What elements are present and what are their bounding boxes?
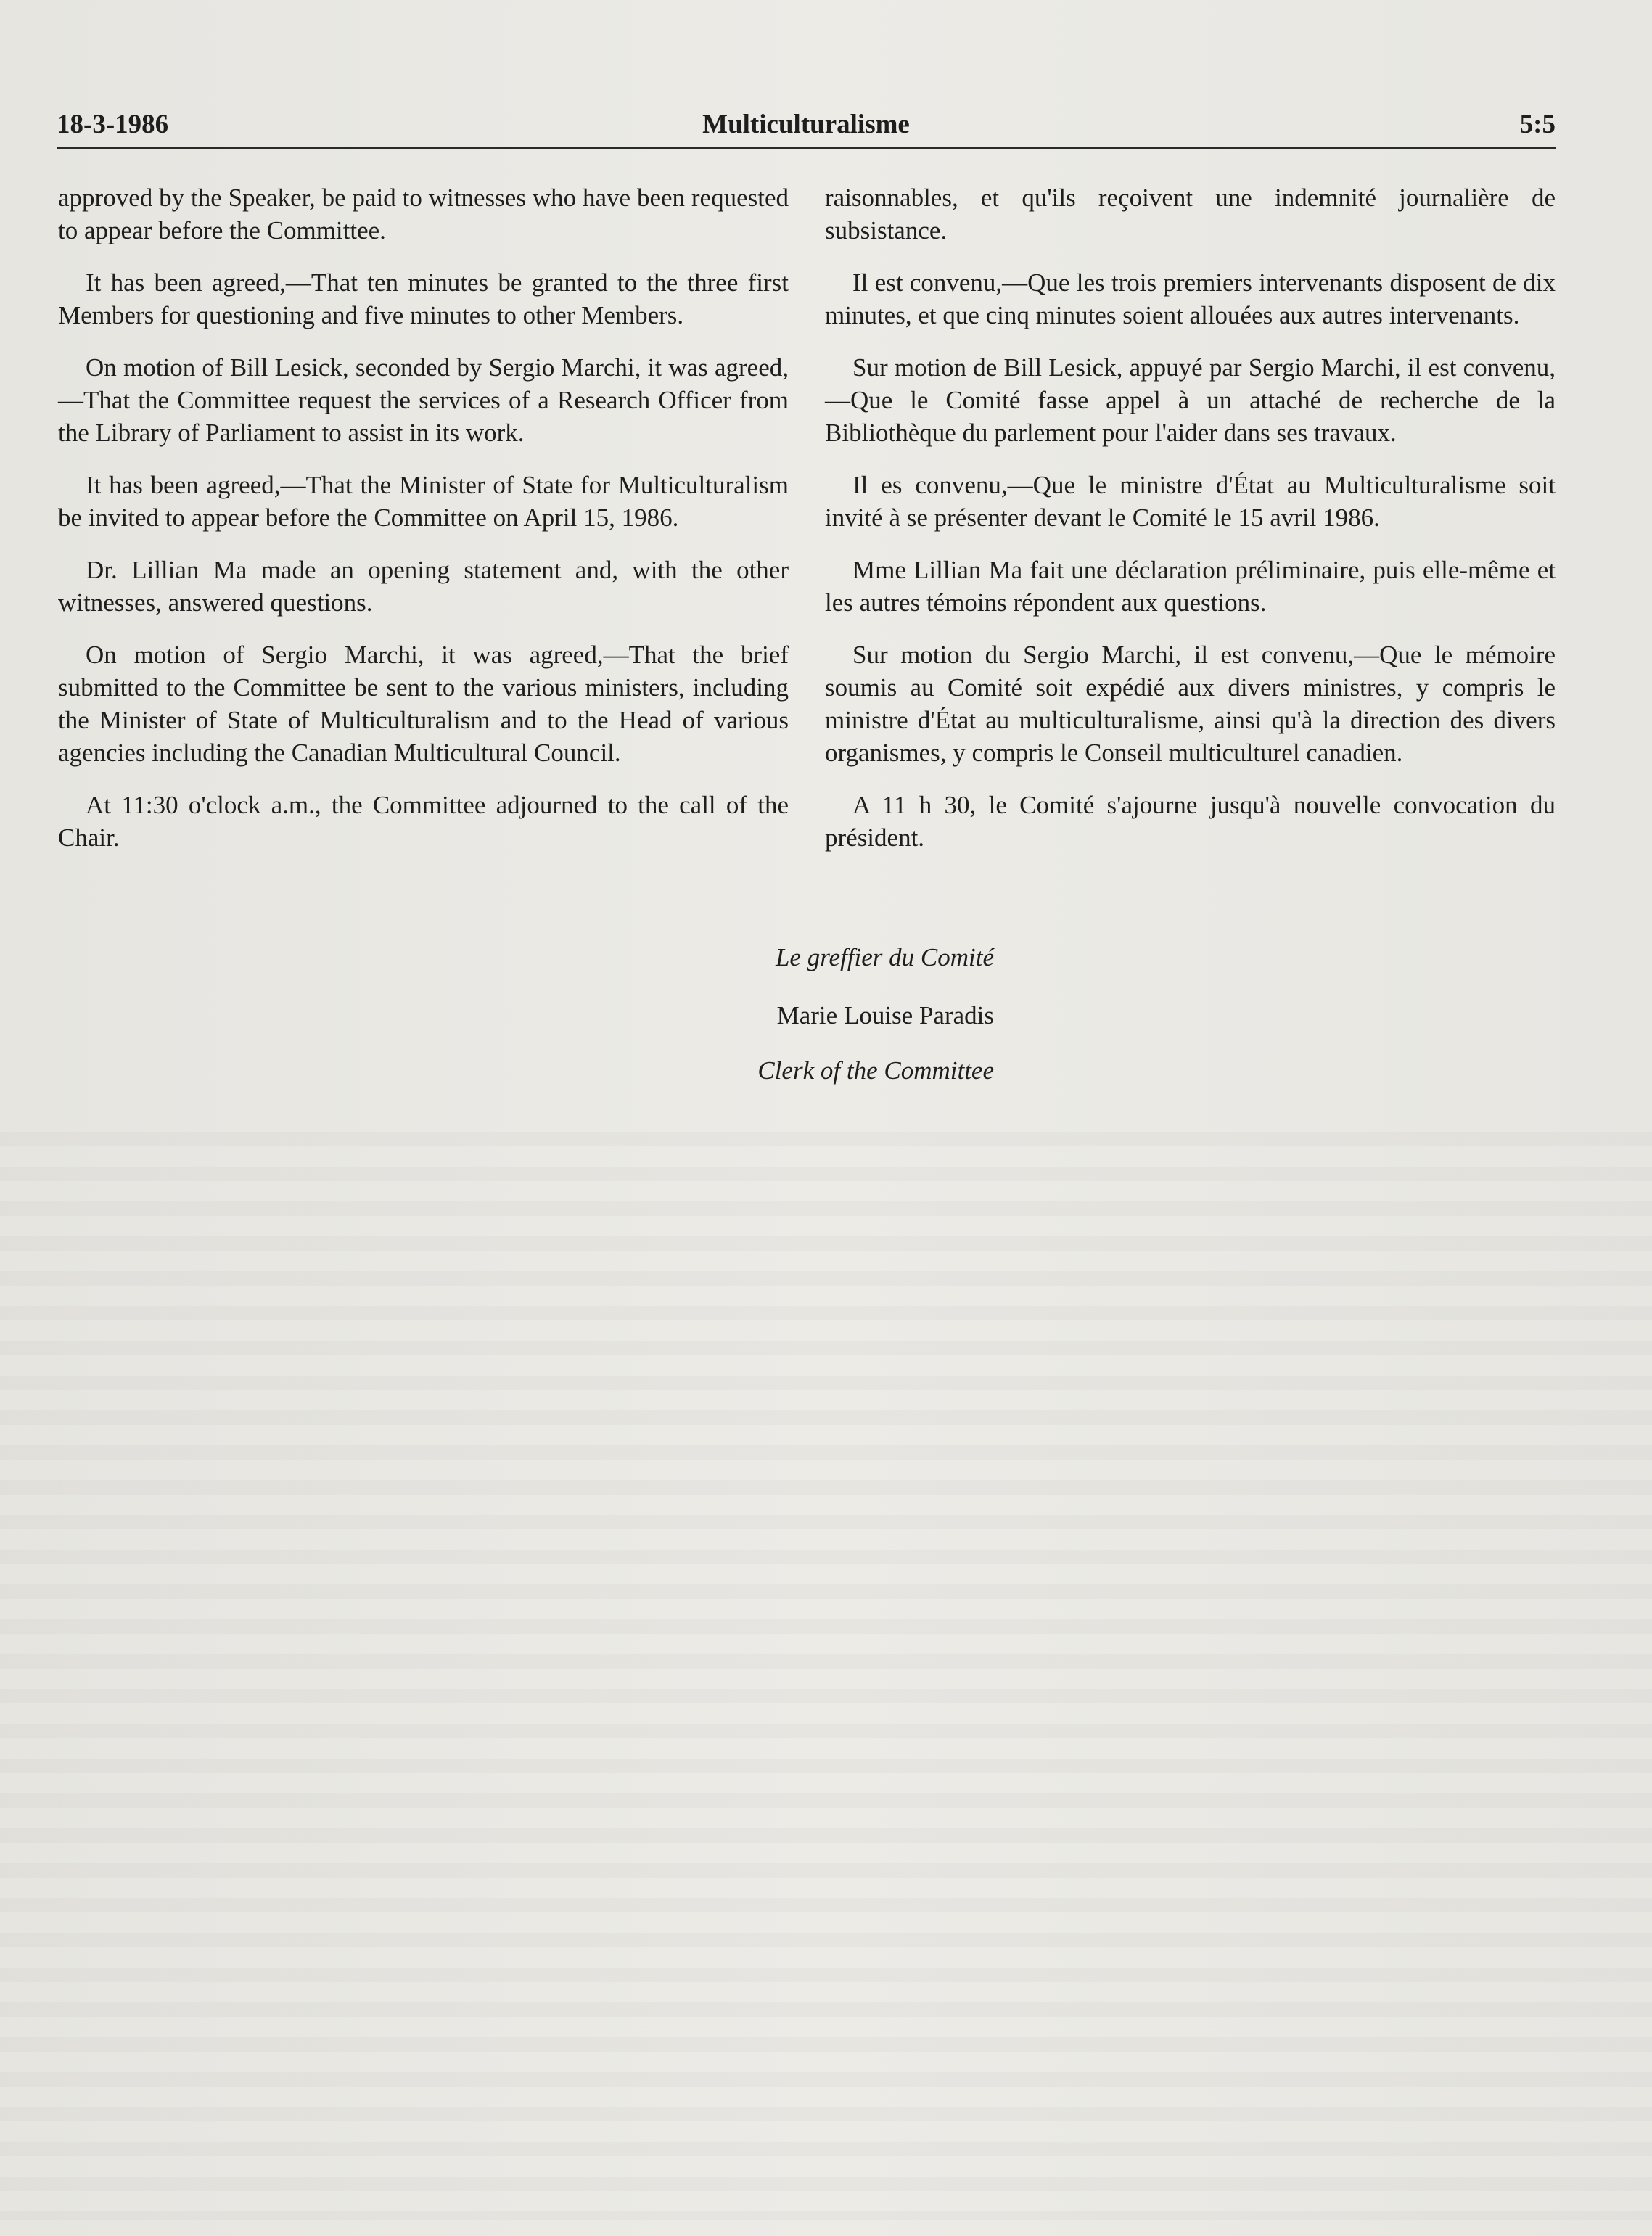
- header-title: Multiculturalisme: [702, 110, 910, 139]
- header-date: 18-3-1986: [57, 110, 169, 139]
- signature-french-title: Le greffier du Comité: [775, 943, 994, 971]
- paragraph-en-7: At 11:30 o'clock a.m., the Committee adjourned to the call of the Chair.: [58, 791, 789, 852]
- paragraph-fr-7: A 11 h 30, le Comité s'ajourne jusqu'à nouvelle convocation du président.: [825, 791, 1556, 852]
- paragraph-fr-5: Mme Lillian Ma fait une déclaration préliminaire, puis elle-même et les autres témoins répondent aux questions.: [825, 556, 1556, 617]
- paragraph-fr-2: Il est convenu,—Que les trois premiers intervenants disposent de dix minutes, et que cinq minutes soient allouées aux autres intervenants.: [825, 268, 1556, 329]
- paragraph-fr-6: Sur motion du Sergio Marchi, il est convenu,—Que le mémoire soumis au Comité soit expédié aux divers ministres, y compris le ministre d'État au multiculturalisme, ainsi qu'à la direction des divers organismes, y compris le Conseil multiculturel canadien.: [825, 641, 1556, 767]
- header-rule: [57, 147, 1556, 149]
- paragraph-en-3: On motion of Bill Lesick, seconded by Sergio Marchi, it was agreed,—That the Committee request the services of a Research Officer from the Library of Parliament to assist in its work.: [58, 353, 789, 447]
- signature-english-title: Clerk of the Committee: [757, 1056, 994, 1085]
- paragraph-en-2: It has been agreed,—That ten minutes be granted to the three first Members for questioning and five minutes to other Members.: [58, 268, 789, 329]
- paragraph-en-1: approved by the Speaker, be paid to witnesses who have been requested to appear before the Committee.: [58, 184, 789, 244]
- paragraph-fr-3: Sur motion de Bill Lesick, appuyé par Sergio Marchi, il est convenu,—Que le Comité fasse appel à un attaché de recherche de la Bibliothèque du parlement pour l'aider dans ses travaux.: [825, 353, 1556, 447]
- paragraph-fr-1: raisonnables, et qu'ils reçoivent une indemnité journalière de subsistance.: [825, 184, 1556, 244]
- show-through-texture: [0, 1132, 1652, 2220]
- english-column: [58, 181, 789, 874]
- french-column: [825, 181, 1556, 874]
- signature-name: Marie Louise Paradis: [776, 1001, 994, 1029]
- paragraph-en-4: It has been agreed,—That the Minister of State for Multiculturalism be invited to appear before the Committee on April 15, 1986.: [58, 471, 789, 532]
- page-header: [57, 109, 1556, 149]
- paragraph-en-6: On motion of Sergio Marchi, it was agreed,—That the brief submitted to the Committee be sent to the various ministers, including the Minister of State of Multiculturalism and to the Head of various agencies including the Canadian Multicultural Council.: [58, 641, 789, 767]
- header-page-number: 5:5: [1519, 110, 1556, 139]
- paragraph-en-5: Dr. Lillian Ma made an opening statement and, with the other witnesses, answered questions.: [58, 556, 789, 617]
- paragraph-fr-4: Il es convenu,—Que le ministre d'État au Multiculturalisme soit invité à se présenter devant le Comité le 15 avril 1986.: [825, 471, 1556, 532]
